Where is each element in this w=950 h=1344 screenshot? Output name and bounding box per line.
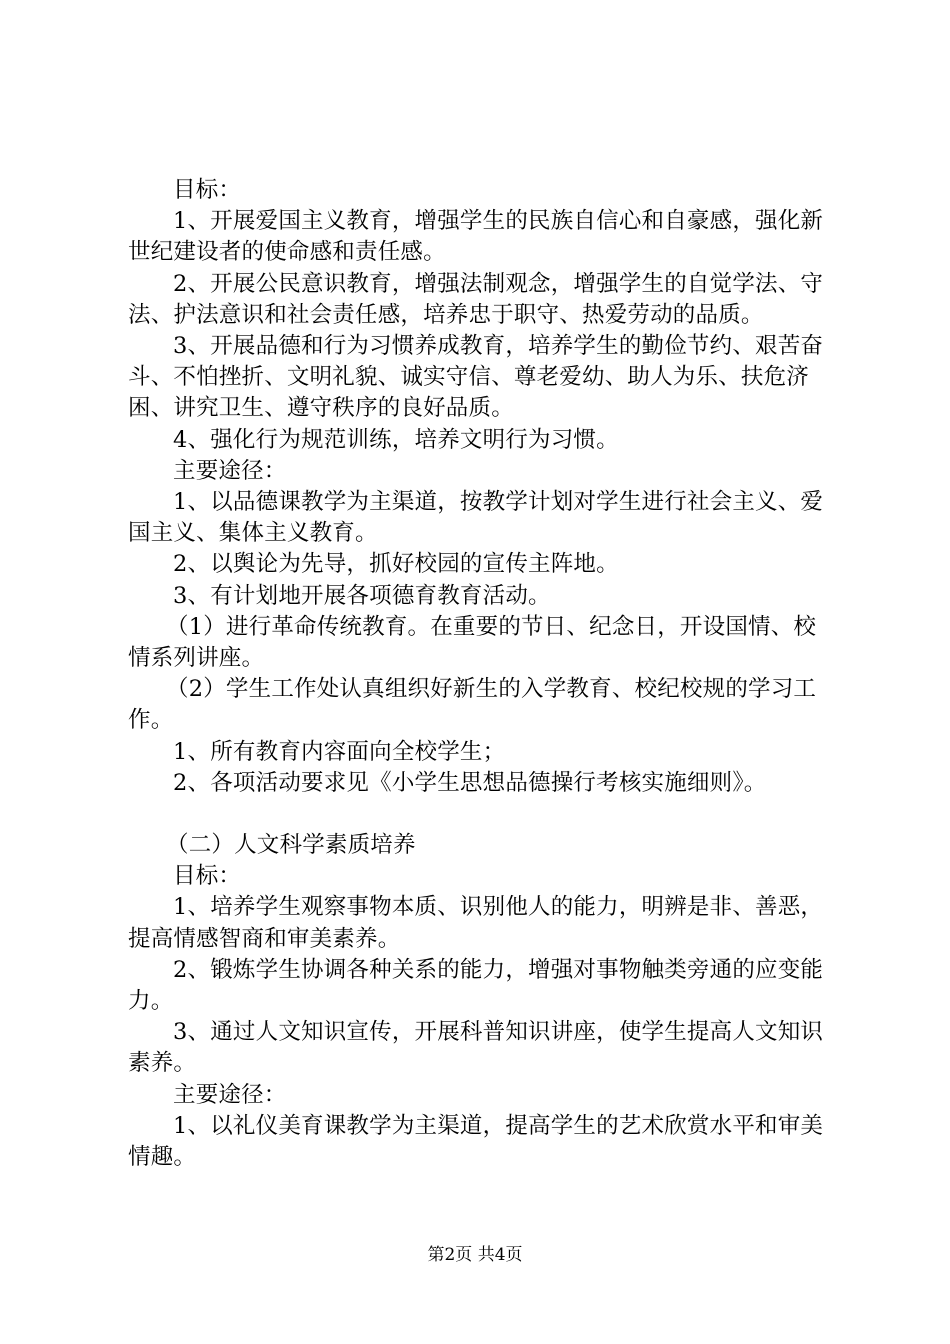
paragraph: 1、开展爱国主义教育，增强学生的民族自信心和自豪感，强化新世纪建设者的使命感和责任感。	[128, 208, 824, 266]
paragraph: 2、以舆论为先导，抓好校园的宣传主阵地。	[173, 551, 619, 578]
paragraph: 1、以礼仪美育课教学为主渠道，提高学生的艺术欣赏水平和审美情趣。	[128, 1112, 824, 1171]
paragraph: 3、通过人文知识宣传，开展科普知识讲座，使学生提高人文知识素养。	[128, 1019, 824, 1077]
paragraph: 2、各项活动要求见《小学生思想品德操行考核实施细则》。	[173, 769, 767, 796]
paragraph: 1、培养学生观察事物本质、识别他人的能力，明辨是非、善恶，提高情感智商和审美素养。	[128, 894, 824, 952]
heading-goals: 目标：	[173, 863, 242, 890]
paragraph: 1、以品德课教学为主渠道，按教学计划对学生进行社会主义、爱国主义、集体主义教育。	[128, 489, 824, 547]
heading-main-approaches: 主要途径：	[173, 1081, 287, 1108]
document-body	[128, 175, 838, 1173]
page-footer: 第2页 共4页	[427, 1245, 523, 1265]
heading-goals: 目标：	[173, 177, 242, 203]
paragraph: 1、所有教育内容面向全校学生；	[173, 738, 506, 765]
paragraph: 2、开展公民意识教育，增强法制观念，增强学生的自觉学法、守法、护法意识和社会责任感，培养忠于职守、热爱劳动的品质。	[128, 270, 824, 328]
paragraph: （2）学生工作处认真组织好新生的入学教育、校纪校规的学习工作。	[128, 676, 817, 734]
paragraph: 3、有计划地开展各项德育教育活动。	[173, 582, 551, 609]
paragraph: 4、强化行为规范训练，培养文明行为习惯。	[173, 426, 619, 453]
section-heading: （二）人文科学素质培养	[166, 832, 416, 859]
paragraph: 3、开展品德和行为习惯养成教育，培养学生的勤俭节约、艰苦奋斗、不怕挫折、文明礼貌、诚实守信、尊老爱幼、助人为乐、扶危济困、讲究卫生、遵守秩序的良好品质。	[128, 333, 824, 422]
paragraph: （1）进行革命传统教育。在重要的节日、纪念日，开设国情、校情系列讲座。	[128, 613, 817, 672]
section-gap	[128, 799, 838, 830]
heading-main-approaches: 主要途径：	[173, 457, 287, 484]
paragraph: 2、锻炼学生协调各种关系的能力，增强对事物触类旁通的应变能力。	[128, 956, 824, 1015]
